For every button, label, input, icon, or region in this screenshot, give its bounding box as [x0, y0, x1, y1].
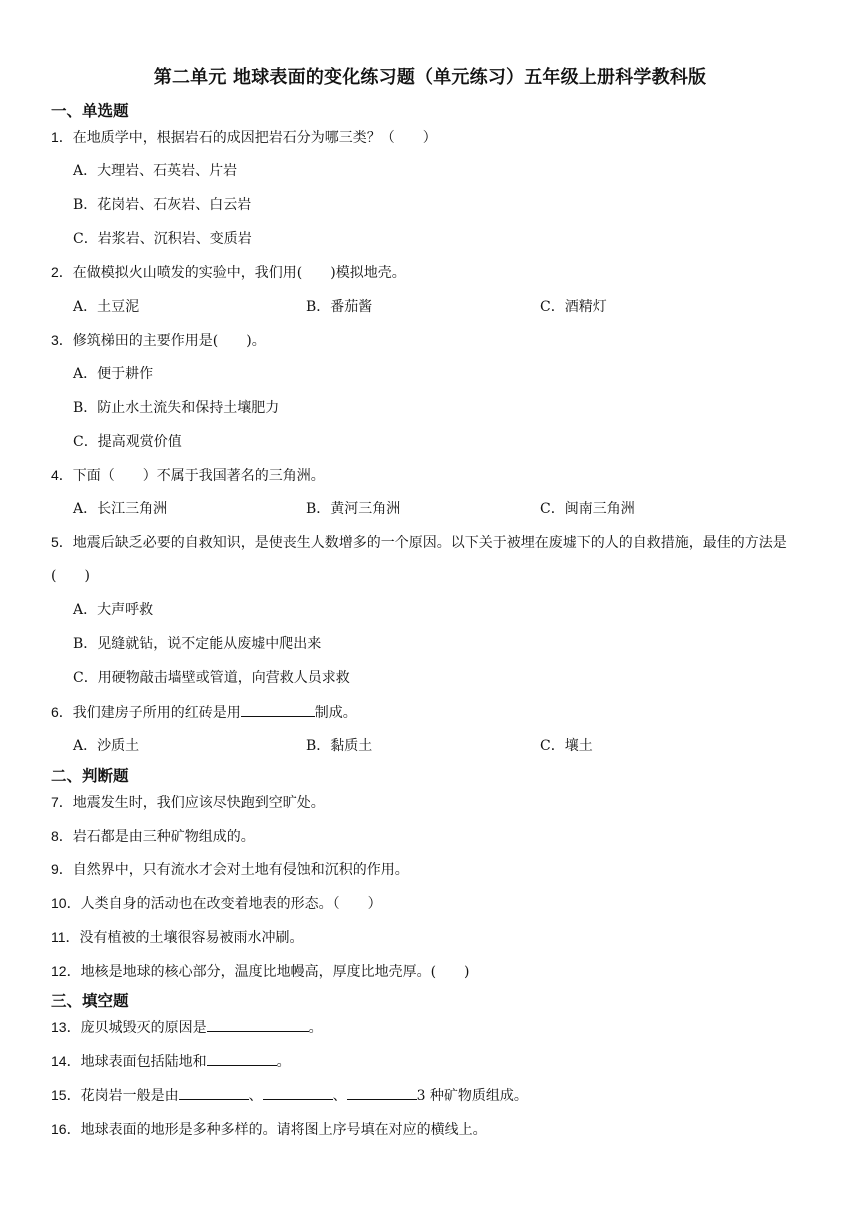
question-1-option-b: B．花岗岩、石灰岩、白云岩: [73, 197, 252, 213]
answer-blank-1[interactable]: [179, 1085, 249, 1100]
question-1-option-c: C．岩浆岩、沉积岩、变质岩: [73, 231, 252, 247]
question-text: 人类自身的活动也在改变着地表的形态。（ ）: [80, 896, 382, 912]
answer-blank[interactable]: [241, 702, 315, 717]
question-number: 11．: [51, 929, 80, 945]
question-number: 16．: [51, 1121, 81, 1137]
question-7: [51, 792, 325, 813]
question-14: [51, 1051, 291, 1072]
question-text: 下面（ ）不属于我国著名的三角洲。: [72, 468, 325, 484]
question-number: 15．: [51, 1087, 81, 1103]
separator: 、: [332, 1088, 347, 1104]
section-heading-single-choice: 一、单选题: [51, 102, 129, 120]
question-6-option-a: A．沙质土: [73, 738, 140, 754]
answer-blank-3[interactable]: [347, 1085, 417, 1100]
question-number: 10．: [51, 895, 81, 911]
answer-blank[interactable]: [207, 1017, 309, 1032]
question-3-option-c: C．提高观赏价值: [73, 434, 182, 450]
question-4-option-b: B．黄河三角洲: [306, 501, 401, 517]
separator: 、: [248, 1088, 263, 1104]
question-6-option-c: C．壤土: [540, 738, 593, 754]
question-number: 14．: [51, 1053, 81, 1069]
question-text: 地核是地球的核心部分，温度比地幔高，厚度比地壳厚。( ): [80, 964, 470, 980]
question-3-option-b: B．防止水土流失和保持土壤肥力: [73, 400, 280, 416]
question-text: 修筑梯田的主要作用是( )。: [72, 333, 266, 349]
question-text: 地震发生时，我们应该尽快跑到空旷处。: [72, 795, 325, 811]
question-text: 花岗岩一般是由: [80, 1088, 179, 1104]
question-5-option-b: B．见缝就钻，说不定能从废墟中爬出来: [73, 636, 322, 652]
question-number: 8．: [51, 828, 73, 844]
question-4: [51, 465, 325, 486]
question-11: [51, 927, 304, 948]
question-5: [51, 526, 811, 593]
question-5-option-a: A．大声呼救: [73, 602, 154, 618]
question-number: 12．: [51, 963, 81, 979]
question-16: [51, 1119, 487, 1140]
question-1-option-a: A．大理岩、石英岩、片岩: [73, 163, 238, 179]
page-title: 第二单元 地球表面的变化练习题（单元练习）五年级上册科学教科版: [153, 67, 707, 88]
question-12: [51, 961, 470, 982]
question-2-option-a: A．土豆泥: [73, 299, 140, 315]
question-text-after: 3 种矿物质组成。: [416, 1088, 528, 1104]
question-2-option-b: B．番茄酱: [306, 299, 373, 315]
section-heading-true-false: 二、判断题: [51, 767, 129, 785]
question-text: 地球表面的地形是多种多样的。请将图上序号填在对应的横线上。: [80, 1122, 487, 1138]
question-6-option-b: B．黏质土: [306, 738, 373, 754]
question-text: 在做模拟火山喷发的实验中，我们用( )模拟地壳。: [72, 265, 406, 281]
question-text: 自然界中，只有流水才会对土地有侵蚀和沉积的作用。: [72, 862, 409, 878]
question-9: [51, 859, 409, 880]
question-10: [51, 893, 382, 914]
question-number: 3．: [51, 332, 73, 348]
question-8: [51, 826, 255, 847]
question-text: 在地质学中，根据岩石的成因把岩石分为哪三类？（ ）: [72, 130, 437, 146]
question-6: [51, 702, 357, 723]
question-3-option-a: A．便于耕作: [73, 366, 154, 382]
question-1: [51, 127, 437, 148]
section-heading-fill-in: 三、填空题: [51, 992, 129, 1010]
question-text: 没有植被的土壤很容易被雨水冲刷。: [79, 930, 304, 946]
question-number: 9．: [51, 861, 73, 877]
question-2-option-c: C．酒精灯: [540, 299, 607, 315]
question-text-after: 。: [276, 1054, 291, 1070]
question-number: 13．: [51, 1019, 81, 1035]
question-number: 1．: [51, 129, 73, 145]
question-4-option-a: A．长江三角洲: [73, 501, 168, 517]
question-3: [51, 330, 266, 351]
question-number: 6．: [51, 704, 73, 720]
question-number: 7．: [51, 794, 73, 810]
question-text-after: 。: [308, 1020, 323, 1036]
question-number: 2．: [51, 264, 73, 280]
question-number: 5．: [51, 534, 73, 550]
answer-blank[interactable]: [207, 1051, 277, 1066]
question-text: 我们建房子所用的红砖是用: [72, 705, 241, 721]
question-text: 庞贝城毁灭的原因是: [80, 1020, 207, 1036]
question-text: 岩石都是由三种矿物组成的。: [72, 829, 255, 845]
question-text-after: 制成。: [314, 705, 357, 721]
question-text: 地震后缺乏必要的自救知识，是使丧生人数增多的一个原因。以下关于被埋在废墟下的人的自救措施，最佳的方法是( ): [51, 535, 787, 584]
question-13: [51, 1017, 323, 1038]
answer-blank-2[interactable]: [263, 1085, 333, 1100]
question-text: 地球表面包括陆地和: [80, 1054, 207, 1070]
question-5-option-c: C．用硬物敲击墙壁或管道，向营救人员求救: [73, 670, 350, 686]
question-4-option-c: C．闽南三角洲: [540, 501, 635, 517]
question-15: [51, 1085, 528, 1106]
question-2: [51, 262, 406, 283]
question-number: 4．: [51, 467, 73, 483]
